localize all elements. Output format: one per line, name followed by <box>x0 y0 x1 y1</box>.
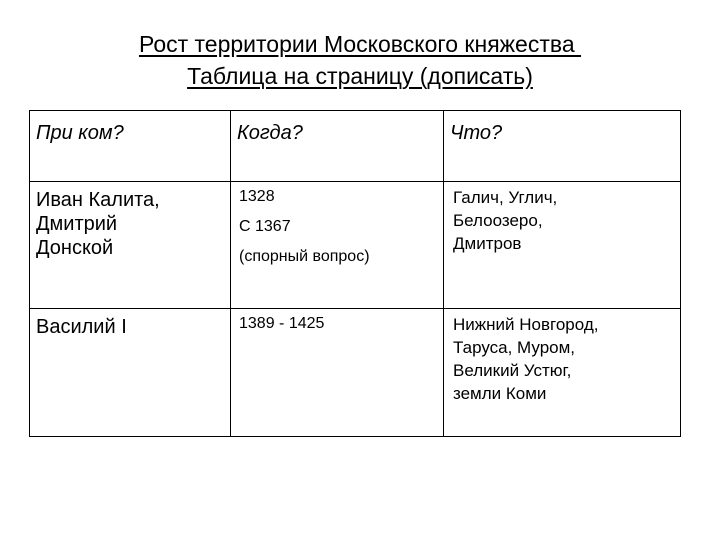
cell-line: Галич, Углич, <box>453 188 558 207</box>
cell-line: 1389 - 1425 <box>239 315 325 332</box>
slide-title <box>0 28 720 92</box>
cell-line: Великий Устюг, <box>453 361 572 380</box>
header-what: Что? <box>444 111 681 182</box>
cell-line: Дмитрий <box>36 213 118 235</box>
cell-line: Василий I <box>36 316 127 338</box>
cell-who <box>30 182 231 309</box>
title-line-2: Таблица на страницу (дописать) <box>187 63 533 89</box>
cell-when <box>231 309 444 437</box>
cell-line: Нижний Новгород, <box>453 315 599 334</box>
title-line-1: Рост территории Московского княжества <box>138 31 582 57</box>
cell-who <box>30 309 231 437</box>
table-row <box>30 309 681 437</box>
cell-line: Иван Калита, <box>36 189 160 211</box>
table-row <box>30 182 681 309</box>
cell-line: Белоозеро, <box>453 211 543 230</box>
header-who: При ком? <box>30 111 231 182</box>
cell-line: Дмитров <box>453 234 522 253</box>
table-header-row <box>30 111 681 182</box>
cell-line: (спорный вопрос) <box>239 248 370 265</box>
cell-line: Донской <box>36 237 114 259</box>
cell-when <box>231 182 444 309</box>
cell-line: Таруса, Муром, <box>453 338 576 357</box>
cell-what <box>444 182 681 309</box>
cell-line: С 1367 <box>239 218 291 235</box>
cell-line: земли Коми <box>453 384 547 403</box>
header-when: Когда? <box>231 111 444 182</box>
cell-what <box>444 309 681 437</box>
territory-table <box>29 110 681 437</box>
cell-line: 1328 <box>239 188 275 205</box>
